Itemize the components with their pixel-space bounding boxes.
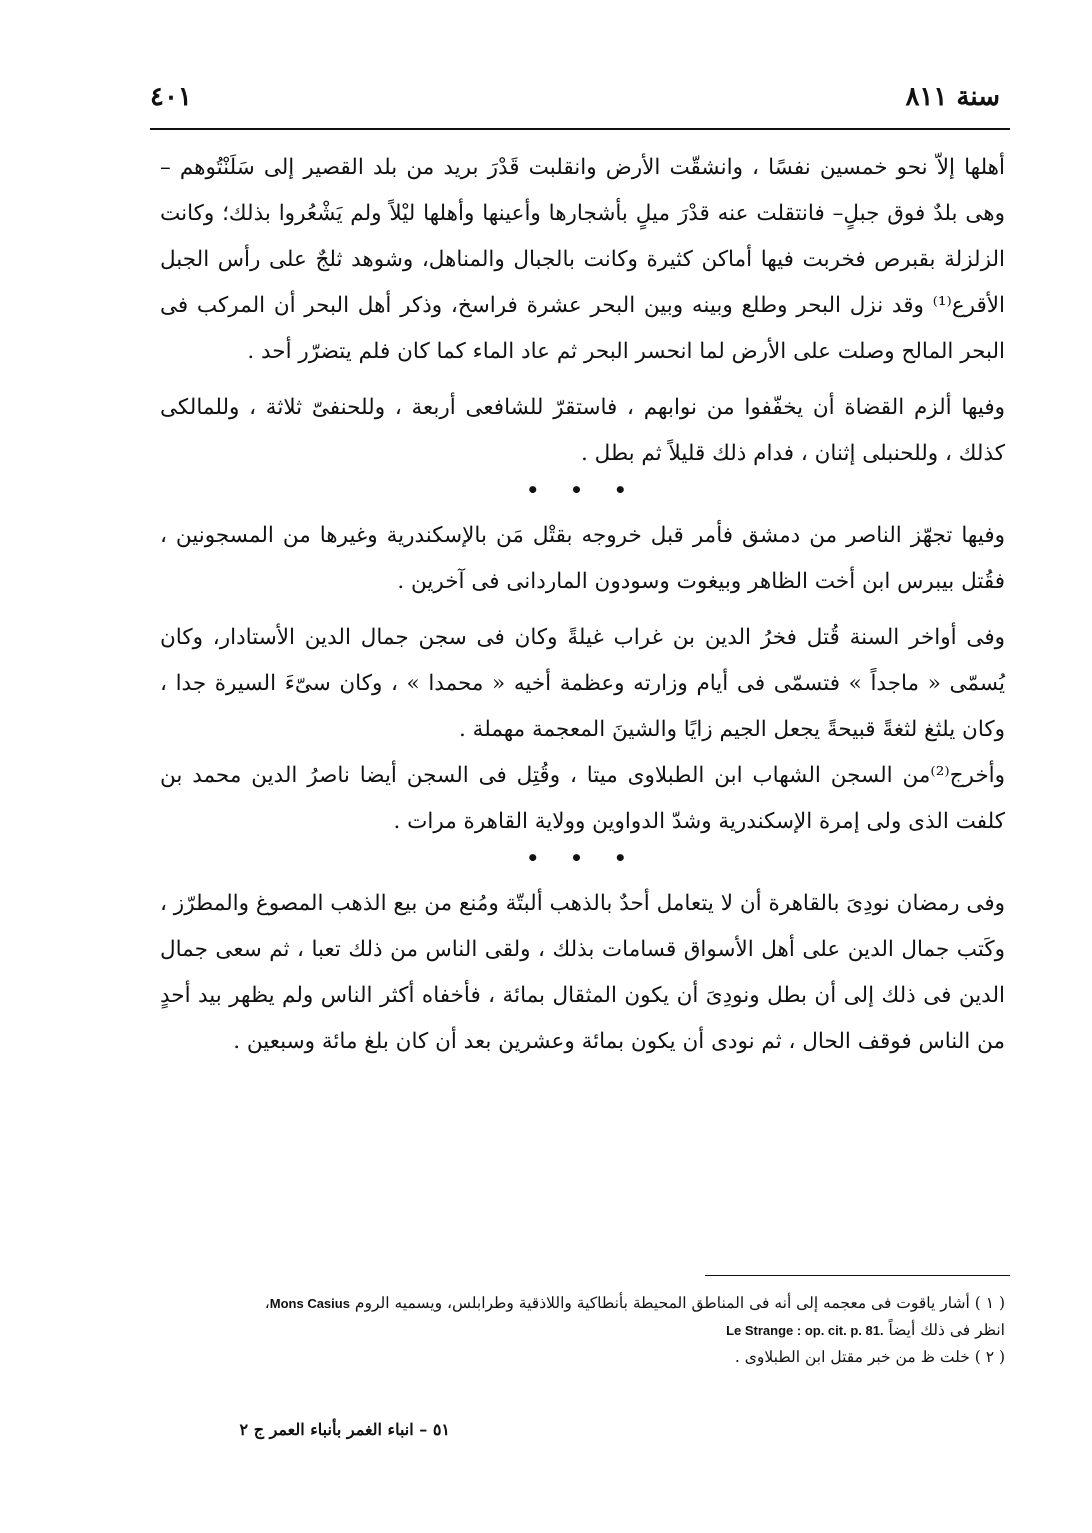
header-rule <box>150 128 1010 130</box>
paragraph-nasir: وفيها تجهّز الناصر من دمشق فأمر قبل خروجه بقتْل مَن بالإسكندرية وغيرها من المسجونين ، فقُتل بيبرس ابن أخت الظاهر وبيغوت وسودون الماردانى فى آخرين . <box>160 523 1005 594</box>
year-heading: سنة ٨١١ <box>905 82 1000 112</box>
page-header <box>150 82 1000 122</box>
footnote-2: ( ٢ ) خلت ظ من خبر مقتل ابن الطبلاوى . <box>734 1348 1005 1366</box>
footnote-1-text: ( ١ ) أشار ياقوت فى معجمه إلى أنه فى المناطق المحيطة بأنطاكية واللاذقية وطرابلس، ويسميه الروم <box>354 1294 1005 1312</box>
paragraph-tablawi: وأخرج⁽²⁾من السجن الشهاب ابن الطبلاوى ميتا ، وقُتِل فى السجن أيضا ناصرُ الدين محمد بن كلفت الذى ولى إمرة الإسكندرية وشدّ الدواوين وولاية القاهرة مرات . <box>160 763 1005 834</box>
section-separator: • • • <box>526 846 639 870</box>
signature-line: ٥١ – انباء الغمر بأنباء العمر ج ٢ <box>239 1420 450 1439</box>
section-separator: • • • <box>526 478 639 502</box>
footnote-1-see-also: انظر فى ذلك أيضاً <box>888 1321 1005 1339</box>
footnote-1-latin-term: Mons Casius <box>269 1296 350 1311</box>
paragraph-ramadan: وفى رمضان نودِىَ بالقاهرة أن لا يتعامل أحدٌ بالذهب ألبتّة ومُنع من بيع الذهب المصوغ والمطرّز ، وكَتب جمال الدين على أهل الأسواق قسامات بذلك ، ولقى الناس من ذلك تعبا ، ثم سعى جمال الدين فى ذلك إلى أن بطل ونودِىَ أن يكون المثقال بمائة ، فأخفاه أكثر الناس ولم يظهر بيد أحدٍ من الناس فوقف الحال ، ثم نودى أن يكون بمائة وعشرين بعد أن كان بلغ مائة وسبعين . <box>160 891 1005 1054</box>
paragraph-judges: وفيها ألزم القضاة أن يخفّفوا من نوابهم ، فاستقرّ للشافعى أربعة ، وللحنفىّ ثلاثة ، وللمالكى كذلك ، وللحنبلى إثنان ، فدام ذلك قليلاً ثم بطل . <box>160 395 1005 466</box>
footnote-1-citation: Le Strange : op. cit. p. 81. <box>726 1323 884 1338</box>
footnote-1-line-2 <box>170 1317 1005 1344</box>
footnotes <box>170 1290 1005 1371</box>
paragraph-earthquake: أهلها إلاّ نحو خمسين نفسًا ، وانشقّت الأرض وانقلبت قَدْرَ بريد من بلد القصير إلى سَلَنْتُوهم – وهى بلدٌ فوق جبلٍ– فانتقلت عنه قدْرَ ميلٍ بأشجارها وأعينها وأهلها ليْلاً ولم يَشْعُروا بذلك؛ وكانت الزلزلة بقبرص فخربت فيها أماكن كثيرة وكانت بالجبال والمناهل، وشوهد ثلجٌ على رأس الجبل الأقرع⁽¹⁾ وقد نزل البحر وطلع وبينه وبين البحر عشرة فراسخ، وذكر أهل البحر أن المركب فى البحر المالح وصلت على الأرض لما انحسر البحر ثم عاد الماء كما كان فلم يتضرّر أحد . <box>160 155 1005 364</box>
page-number: ٤٠١ <box>150 82 192 112</box>
main-text <box>160 145 1005 1065</box>
footnote-rule <box>705 1275 1010 1276</box>
footnote-1-line-1: ( ١ ) أشار ياقوت فى معجمه إلى أنه فى المناطق المحيطة بأنطاكية واللاذقية وطرابلس، ويسميه الروم Mons Casius، <box>264 1294 1005 1312</box>
paragraph-fakhr-al-din: وفى أواخر السنة قُتل فخرُ الدين بن غراب غيلةً وكان فى سجن جمال الدين الأستادار، وكان يُسمّى « ماجداً » فتسمّى فى أيام وزارته وعظمة أخيه « محمدا » ، وكان سىّءَ السيرة جدا ، وكان يلثغ لثغةً قبيحةً يجعل الجيم زايًا والشينَ المعجمة مهملة . <box>160 625 1005 742</box>
